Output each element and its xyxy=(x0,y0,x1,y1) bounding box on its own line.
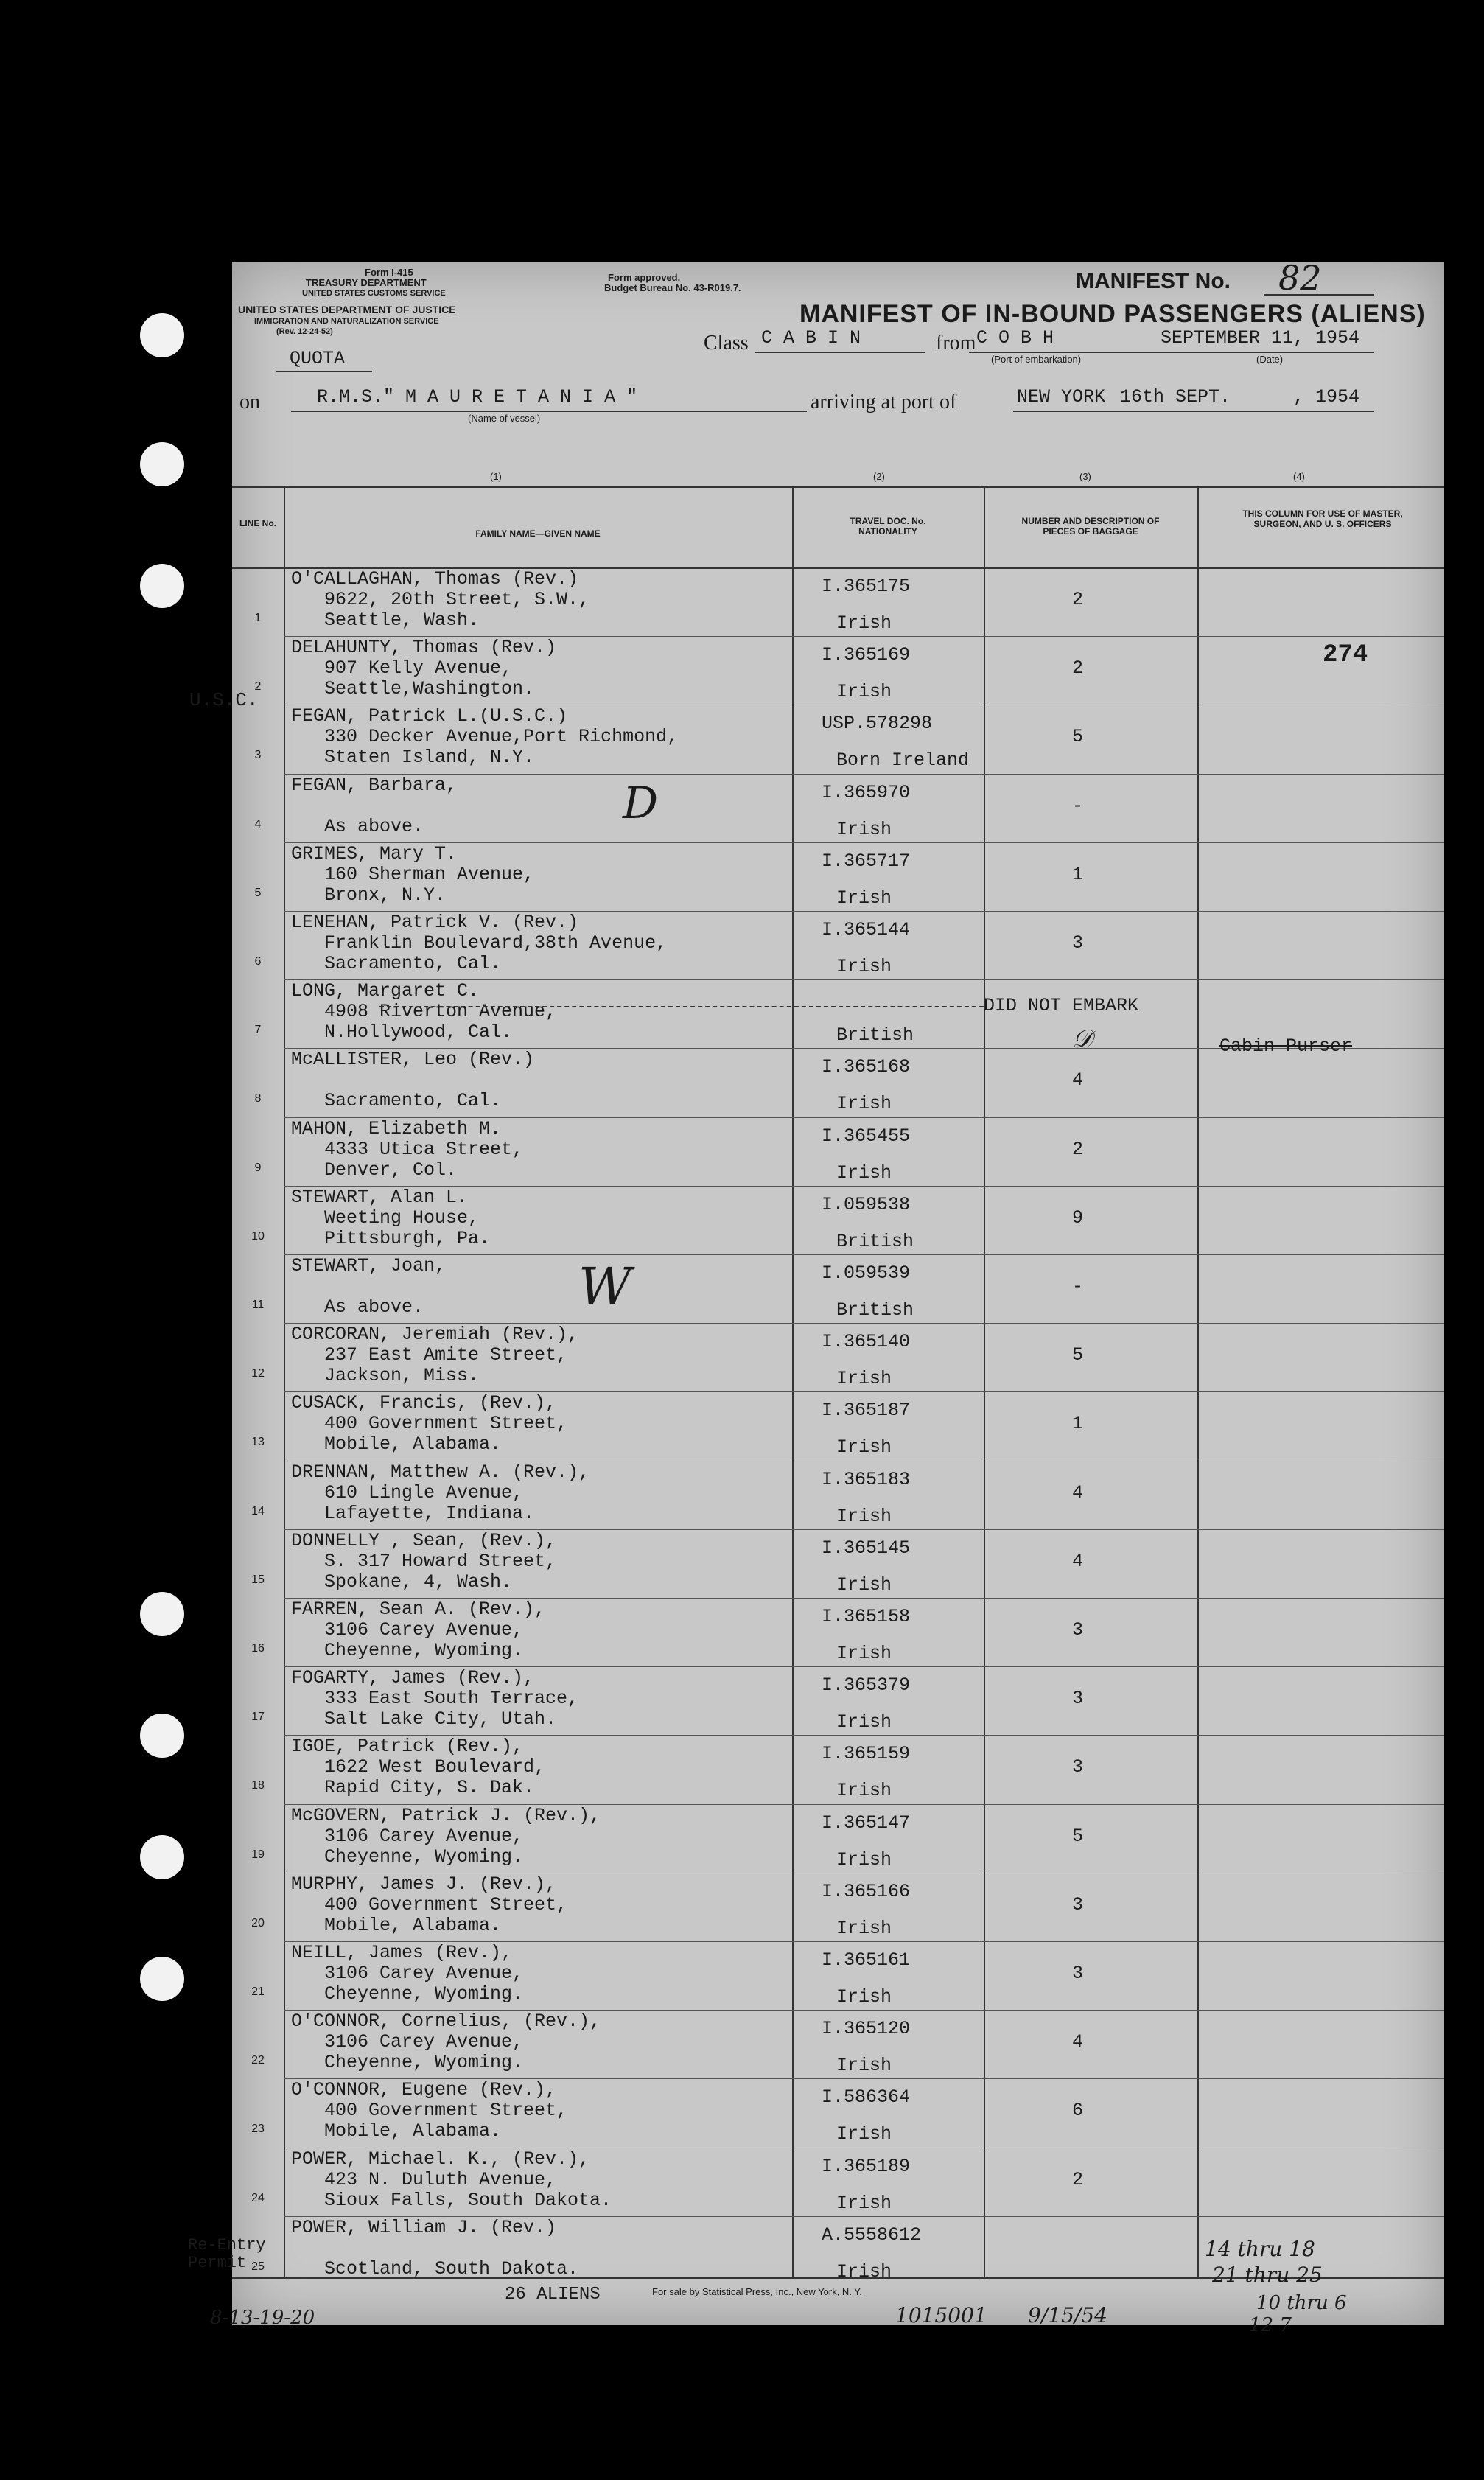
justice-dept: UNITED STATES DEPARTMENT OF JUSTICE xyxy=(238,304,456,315)
passenger-city: Cheyenne, Wyoming. xyxy=(324,2052,524,2074)
page-title: MANIFEST OF IN-BOUND PASSENGERS (ALIENS) xyxy=(799,300,1426,328)
passenger-name: IGOE, Patrick (Rev.), xyxy=(291,1736,524,1758)
baggage-count: - xyxy=(1072,1276,1084,1297)
passenger-city: Cheyenne, Wyoming. xyxy=(324,1983,524,2005)
passenger-address: Franklin Boulevard,38th Avenue, xyxy=(324,932,668,954)
cabin-purser: Cabin Purser xyxy=(1219,1035,1353,1057)
travel-doc: I.365970 xyxy=(822,781,911,803)
nationality: Irish xyxy=(836,681,892,703)
binder-hole xyxy=(140,313,184,357)
passenger-address: 160 Sherman Avenue, xyxy=(324,863,535,885)
nationality: Irish xyxy=(836,1780,892,1802)
passenger-city: Seattle, Wash. xyxy=(324,609,480,631)
baggage-count: 3 xyxy=(1072,1963,1084,1984)
column-number: (3) xyxy=(1079,471,1091,482)
passenger-city: Scotland, South Dakota. xyxy=(324,2257,579,2280)
passenger-address: 330 Decker Avenue,Port Richmond, xyxy=(324,726,679,748)
usc-note: U.S.C. xyxy=(189,689,259,711)
nationality: Irish xyxy=(836,1162,892,1184)
arriving-label: arriving at port of xyxy=(811,391,957,413)
hand-code: 8-13-19-20 xyxy=(210,2307,315,2329)
passenger-name: DRENNAN, Matthew A. (Rev.), xyxy=(291,1461,590,1483)
passenger-city: Staten Island, N.Y. xyxy=(324,747,535,769)
passenger-address: 237 East Amite Street, xyxy=(324,1344,568,1366)
line-number: 14 xyxy=(251,1504,265,1517)
passenger-name: LENEHAN, Patrick V. (Rev.) xyxy=(291,912,579,933)
baggage-count: 4 xyxy=(1072,1481,1084,1503)
passenger-address: 3106 Carey Avenue, xyxy=(324,1619,524,1641)
passenger-city: Lafayette, Indiana. xyxy=(324,1502,535,1524)
passenger-city: Pittsburgh, Pa. xyxy=(324,1227,491,1249)
baggage-count: 4 xyxy=(1072,1550,1084,1572)
form-number: Form I-415 xyxy=(365,267,413,278)
col-header-name: FAMILY NAME—GIVEN NAME xyxy=(475,528,601,539)
passenger-name: O'CONNOR, Cornelius, (Rev.), xyxy=(291,2011,601,2033)
passenger-city: Sioux Falls, South Dakota. xyxy=(324,2189,612,2211)
travel-doc: I.365166 xyxy=(822,1880,911,1902)
passenger-city: Salt Lake City, Utah. xyxy=(324,1708,557,1730)
line-number: 12 xyxy=(251,1367,265,1380)
travel-doc: I.365379 xyxy=(822,1674,911,1697)
baggage-count: 2 xyxy=(1072,2168,1084,2190)
passenger-name: FEGAN, Patrick L.(U.S.C.) xyxy=(291,705,568,727)
travel-doc: I.365169 xyxy=(822,644,911,666)
quota-label: QUOTA xyxy=(290,348,346,369)
nationality: Irish xyxy=(836,1436,892,1459)
passenger-name: POWER, William J. (Rev.) xyxy=(291,2216,557,2238)
passenger-name: CORCORAN, Jeremiah (Rev.), xyxy=(291,1324,579,1346)
line-number: 20 xyxy=(251,1916,265,1929)
passenger-city: Spokane, 4, Wash. xyxy=(324,1571,513,1593)
nationality: Irish xyxy=(836,2055,892,2077)
arrival-date: 16th SEPT. xyxy=(1120,386,1231,408)
line-number: 1 xyxy=(254,612,262,624)
travel-doc: I.365717 xyxy=(822,850,911,872)
passenger-name: DELAHUNTY, Thomas (Rev.) xyxy=(291,637,557,659)
line-number: 6 xyxy=(254,955,262,968)
manifest-number-label: MANIFEST No. xyxy=(1076,269,1231,293)
nationality: Irish xyxy=(836,1368,892,1390)
line-number: 4 xyxy=(254,817,262,831)
col-header-line: LINE No. xyxy=(239,518,276,528)
line-number: 18 xyxy=(251,1779,265,1792)
nationality: British xyxy=(836,1024,914,1047)
nationality: Irish xyxy=(836,1505,892,1527)
passenger-name: STEWART, Alan L. xyxy=(291,1186,469,1208)
line-number: 16 xyxy=(251,1642,265,1655)
baggage-count: 6 xyxy=(1072,2100,1084,2122)
passenger-name: MAHON, Elizabeth M. xyxy=(291,1117,502,1139)
passenger-address: 400 Government Street, xyxy=(324,2100,568,2122)
baggage-count: 2 xyxy=(1072,589,1084,610)
col-header-officer: THIS COLUMN FOR USE OF MASTER, SURGEON, AND U. S. OFFICERS xyxy=(1242,509,1403,529)
budget-bureau: Budget Bureau No. 43-R019.7. xyxy=(604,282,741,293)
passenger-address: 9622, 20th Street, S.W., xyxy=(324,589,590,610)
col-header-travel: TRAVEL DOC. No. NATIONALITY xyxy=(850,516,926,537)
travel-doc: I.365145 xyxy=(822,1537,911,1559)
passenger-address: 4908 Riverton Avenue, xyxy=(324,1001,557,1023)
passenger-name: McALLISTER, Leo (Rev.) xyxy=(291,1049,535,1071)
arrival-year: , 1954 xyxy=(1293,386,1360,408)
line-number: 7 xyxy=(254,1024,262,1037)
line-number: 17 xyxy=(251,1711,265,1724)
ins-service: IMMIGRATION AND NATURALIZATION SERVICE xyxy=(254,317,439,326)
class-label: Class xyxy=(704,332,749,354)
officer-note: 274 xyxy=(1323,641,1368,670)
travel-doc: I.059539 xyxy=(822,1262,911,1284)
line-number: 25 xyxy=(251,2260,265,2273)
alien-count: 26 ALIENS xyxy=(505,2285,601,2305)
passenger-city: Mobile, Alabama. xyxy=(324,1914,502,1936)
date-caption: (Date) xyxy=(1256,354,1284,365)
travel-doc: I.365144 xyxy=(822,919,911,940)
passenger-name: MURPHY, James J. (Rev.), xyxy=(291,1873,557,1895)
travel-doc: I.365140 xyxy=(822,1331,911,1353)
passenger-name: FEGAN, Barbara, xyxy=(291,774,458,796)
passenger-name: DONNELLY , Sean, (Rev.), xyxy=(291,1529,557,1551)
manifest-sheet xyxy=(188,258,1444,2336)
line-number: 11 xyxy=(251,1299,265,1311)
line-number: 2 xyxy=(254,680,262,694)
form-approved: Form approved. xyxy=(608,272,681,283)
passenger-city: Cheyenne, Wyoming. xyxy=(324,1640,524,1661)
column-number: (4) xyxy=(1293,471,1305,482)
passenger-city: Bronx, N.Y. xyxy=(324,884,447,906)
nationality: Irish xyxy=(836,1573,892,1596)
passenger-address: 400 Government Street, xyxy=(324,1413,568,1435)
passenger-city: Denver, Col. xyxy=(324,1159,458,1181)
passenger-name: O'CALLAGHAN, Thomas (Rev.) xyxy=(291,568,579,590)
passenger-address: 400 Government Street, xyxy=(324,1893,568,1915)
travel-doc: I.365147 xyxy=(822,1812,911,1834)
passenger-name: O'CONNOR, Eugene (Rev.), xyxy=(291,2079,557,2101)
baggage-count: 5 xyxy=(1072,1825,1084,1847)
baggage-count: 4 xyxy=(1072,1069,1084,1091)
nationality: Born Ireland xyxy=(836,750,970,772)
baggage-count: 4 xyxy=(1072,2031,1084,2053)
nationality: Irish xyxy=(836,818,892,840)
baggage-count: - xyxy=(1072,794,1084,817)
nationality: Irish xyxy=(836,2192,892,2214)
purser-signature: 𝒟 xyxy=(1072,1024,1093,1054)
travel-doc: I.365183 xyxy=(822,1468,911,1490)
nationality: Irish xyxy=(836,1848,892,1871)
baggage-count: 5 xyxy=(1072,726,1084,748)
embark-port: C O B H xyxy=(976,327,1054,349)
nationality: Irish xyxy=(836,2260,892,2282)
travel-doc: I.059538 xyxy=(822,1193,911,1215)
form-revision: (Rev. 12-24-52) xyxy=(276,327,333,336)
hand-range-2: 21 thru 25 xyxy=(1212,2263,1323,2287)
embark-date: SEPTEMBER 11, 1954 xyxy=(1161,327,1360,349)
passenger-address: 423 N. Duluth Avenue, xyxy=(324,2168,557,2190)
baggage-count: 3 xyxy=(1072,1688,1084,1710)
binder-hole xyxy=(140,442,184,486)
row-divider xyxy=(284,774,1444,775)
nationality: Irish xyxy=(836,1986,892,2008)
baggage-count: 3 xyxy=(1072,1893,1084,1915)
hand-date: 9/15/54 xyxy=(1028,2303,1107,2327)
customs-service: UNITED STATES CUSTOMS SERVICE xyxy=(302,289,446,298)
passenger-name: FARREN, Sean A. (Rev.), xyxy=(291,1599,546,1620)
travel-doc: I.365455 xyxy=(822,1125,911,1147)
line-number: 23 xyxy=(251,2123,265,2136)
vessel-name: R.M.S." M A U R E T A N I A " xyxy=(317,386,638,408)
passenger-address: 3106 Carey Avenue, xyxy=(324,1825,524,1847)
hand-range-1: 14 thru 18 xyxy=(1205,2237,1315,2261)
manifest-number: 82 xyxy=(1278,258,1322,298)
travel-doc: I.365161 xyxy=(822,1949,911,1971)
line-number: 10 xyxy=(251,1229,265,1243)
on-label: on xyxy=(239,391,260,413)
baggage-count: 3 xyxy=(1072,1756,1084,1778)
travel-doc: I.365189 xyxy=(822,2155,911,2177)
nationality: Irish xyxy=(836,956,892,977)
baggage-count: 9 xyxy=(1072,1206,1084,1229)
passenger-address: 333 East South Terrace, xyxy=(324,1688,579,1710)
line-number: 24 xyxy=(251,2191,265,2204)
row-divider xyxy=(284,1254,1444,1255)
col-header-baggage: NUMBER AND DESCRIPTION OF PIECES OF BAGGAGE xyxy=(1021,516,1160,537)
printer-note: For sale by Statistical Press, Inc., New York, N. Y. xyxy=(652,2286,862,2297)
line-number: 22 xyxy=(251,2054,265,2067)
binder-hole xyxy=(140,564,184,608)
binder-hole xyxy=(140,1592,184,1636)
travel-doc: I.365168 xyxy=(822,1056,911,1078)
embark-caption: (Port of embarkation) xyxy=(991,354,1082,365)
nationality: Irish xyxy=(836,1917,892,1939)
travel-doc: A.5558612 xyxy=(822,2224,922,2246)
passenger-city: Cheyenne, Wyoming. xyxy=(324,1845,524,1868)
passenger-name: LONG, Margaret C. xyxy=(291,980,480,1002)
passenger-city: Mobile, Alabama. xyxy=(324,1433,502,1456)
nationality: Irish xyxy=(836,1711,892,1733)
line-number: 8 xyxy=(254,1092,262,1105)
nationality: Irish xyxy=(836,1093,892,1115)
passenger-city: Sacramento, Cal. xyxy=(324,1090,502,1112)
binder-hole xyxy=(140,1835,184,1879)
passenger-city: Seattle,Washington. xyxy=(324,678,535,700)
reentry-note: Re-Entry Permit xyxy=(188,2236,266,2272)
line-number: 5 xyxy=(254,886,262,899)
passenger-city: Mobile, Alabama. xyxy=(324,2120,502,2142)
did-not-embark: DID NOT EMBARK xyxy=(984,995,1139,1016)
passenger-city: N.Hollywood, Cal. xyxy=(324,1021,513,1044)
column-number: (1) xyxy=(490,471,502,482)
binder-hole xyxy=(140,1714,184,1758)
travel-doc: I.365158 xyxy=(822,1606,911,1627)
arrival-port: NEW YORK xyxy=(1017,386,1106,408)
travel-doc: I.365159 xyxy=(822,1743,911,1765)
baggage-count: 1 xyxy=(1072,1413,1084,1435)
travel-doc: I.365175 xyxy=(822,576,911,597)
nationality: Irish xyxy=(836,612,892,634)
hand-range-3: 10 thru 6 xyxy=(1256,2292,1347,2314)
class-value: C A B I N xyxy=(761,327,861,349)
travel-doc: I.365120 xyxy=(822,2018,911,2040)
line-number: 3 xyxy=(254,749,262,762)
passenger-city: Rapid City, S. Dak. xyxy=(324,1777,535,1799)
line-number: 9 xyxy=(254,1161,262,1174)
travel-doc: USP.578298 xyxy=(822,713,933,735)
passenger-address: Weeting House, xyxy=(324,1206,480,1229)
passenger-city: As above. xyxy=(324,815,424,837)
passenger-address: 3106 Carey Avenue, xyxy=(324,2031,524,2053)
passenger-address: 907 Kelly Avenue, xyxy=(324,657,513,680)
passenger-city: Sacramento, Cal. xyxy=(324,953,502,974)
baggage-count: 3 xyxy=(1072,1619,1084,1641)
baggage-count: 2 xyxy=(1072,1138,1084,1160)
passenger-address: 1622 West Boulevard, xyxy=(324,1756,546,1778)
hand-letter-w: W xyxy=(578,1257,631,1317)
passenger-address: S. 317 Howard Street, xyxy=(324,1550,557,1572)
vessel-caption: (Name of vessel) xyxy=(468,413,541,424)
passenger-name: POWER, Michael. K., (Rev.), xyxy=(291,2148,590,2170)
travel-doc: I.365187 xyxy=(822,1400,911,1422)
hand-range-4: 12 7 xyxy=(1249,2314,1292,2336)
nationality: British xyxy=(836,1230,914,1252)
line-number: 13 xyxy=(251,1436,265,1449)
passenger-name: FOGARTY, James (Rev.), xyxy=(291,1667,535,1689)
baggage-count: 5 xyxy=(1072,1344,1084,1366)
line-number: 15 xyxy=(251,1573,265,1586)
passenger-name: CUSACK, Francis, (Rev.), xyxy=(291,1392,557,1414)
nationality: Irish xyxy=(836,1643,892,1664)
nationality: British xyxy=(836,1299,914,1321)
nationality: Irish xyxy=(836,2123,892,2145)
passenger-city: As above. xyxy=(324,1296,424,1318)
passenger-address: 610 Lingle Avenue, xyxy=(324,1481,524,1503)
hand-letter-d: D xyxy=(623,778,659,829)
treasury-dept: TREASURY DEPARTMENT xyxy=(306,277,427,288)
row-divider xyxy=(284,842,1444,843)
nationality: Irish xyxy=(836,887,892,909)
binder-hole xyxy=(140,1957,184,2001)
baggage-count: 2 xyxy=(1072,657,1084,680)
passenger-name: McGOVERN, Patrick J. (Rev.), xyxy=(291,1804,601,1826)
from-label: from xyxy=(936,332,976,354)
passenger-address: 3106 Carey Avenue, xyxy=(324,1963,524,1984)
hand-number: 1015001 xyxy=(895,2303,987,2327)
baggage-count: 1 xyxy=(1072,863,1084,885)
passenger-name: GRIMES, Mary T. xyxy=(291,842,458,864)
passenger-name: STEWART, Joan, xyxy=(291,1255,447,1276)
line-number: 19 xyxy=(251,1848,265,1861)
column-number: (2) xyxy=(873,471,885,482)
passenger-name: NEILL, James (Rev.), xyxy=(291,1942,513,1963)
baggage-count: 3 xyxy=(1072,932,1084,954)
line-number: 21 xyxy=(251,1985,265,1998)
travel-doc: I.586364 xyxy=(822,2086,911,2109)
passenger-city: Jackson, Miss. xyxy=(324,1365,480,1387)
passenger-address: 4333 Utica Street, xyxy=(324,1138,524,1160)
